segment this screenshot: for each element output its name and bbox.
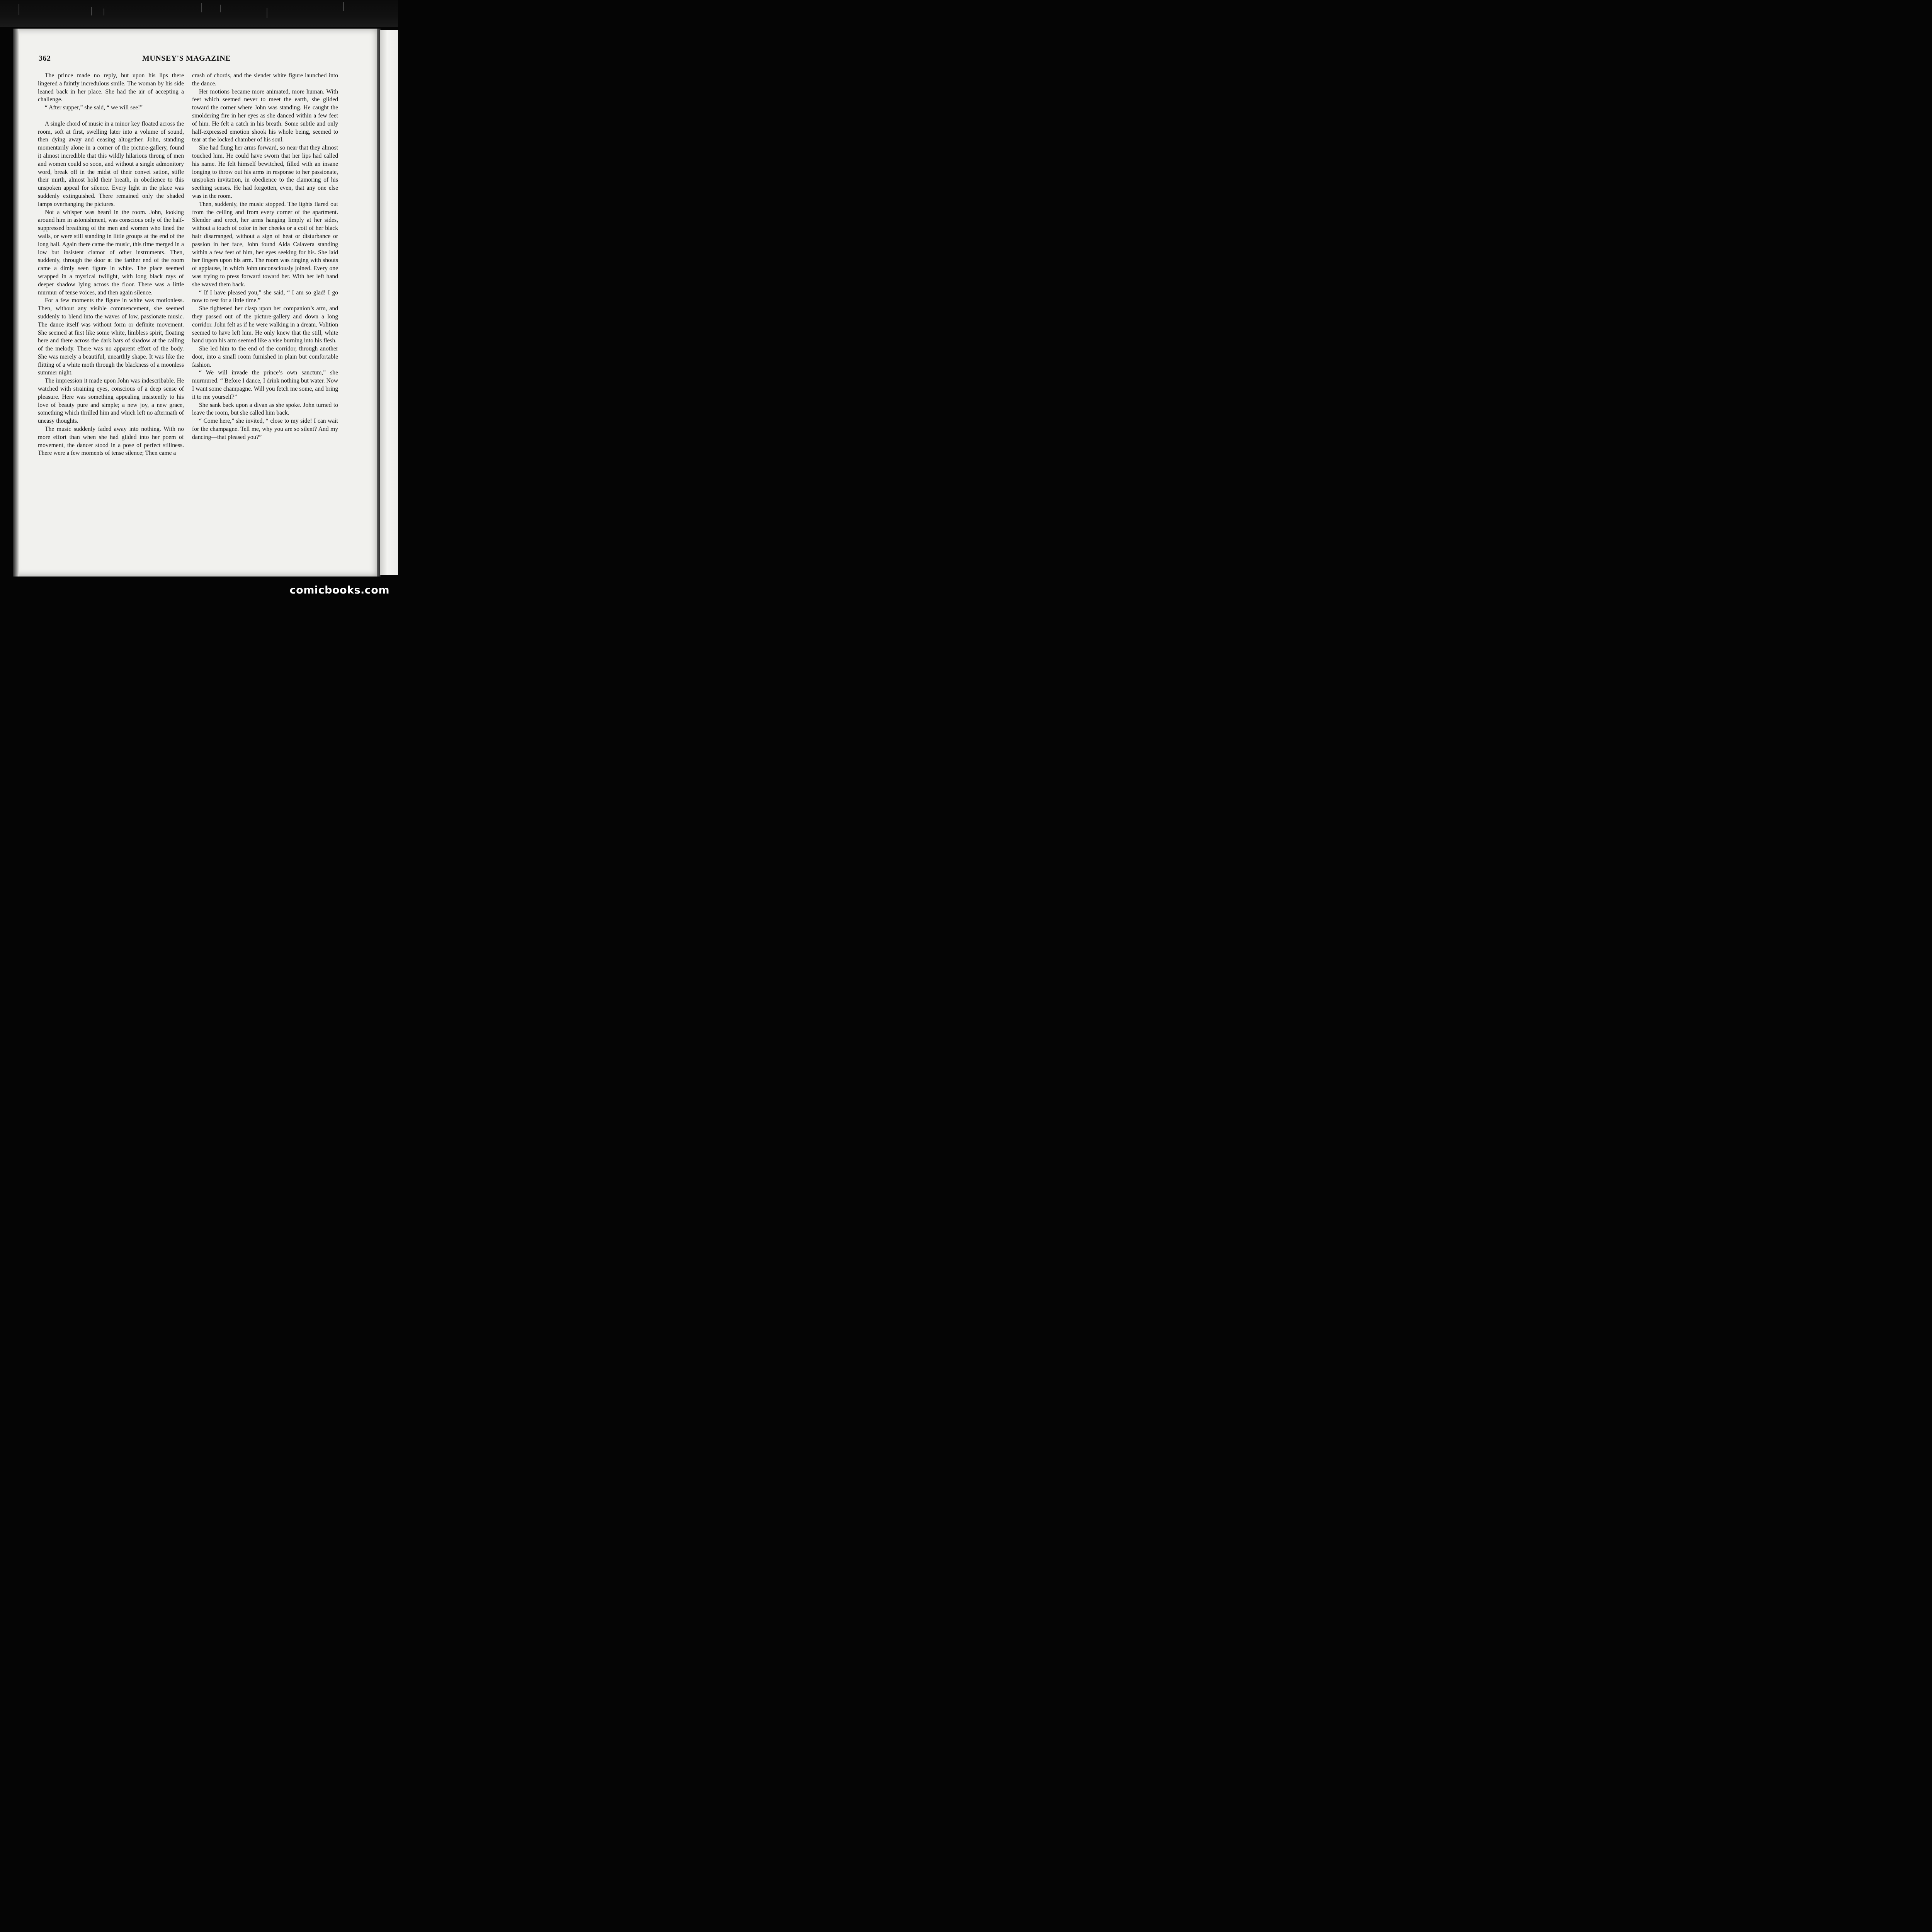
film-scratch-mark: [91, 7, 92, 15]
paragraph: She tightened her clasp upon her companion’s arm, and they passed out of the picture-gallery and down a long corridor. John felt as if he were walking in a dream. Volition seemed to have left him. He only knew that the still, white hand upon his arm seemed like a vise burning into his flesh.: [192, 305, 338, 344]
paragraph: A single chord of music in a minor key floated across the room, soft at first, swelling later into a volume of sound, then dying away and ceasing altogether. John, standing momentarily alone in a corner of the picture-gallery, found it almost incredible that this wildly hilarious throng of men and women could so soon, and without a single admonitory word, break off in the midst of their convei sation, stifle their mirth, almost hold their breath, in obedience to this unspoken appeal for silence. Every light in the place was suddenly extinguished. There remained only the shaded lamps overhanging the pictures.: [38, 120, 184, 207]
film-scratch-mark: [201, 3, 202, 12]
paragraph: “ Come here,” she invited, “ close to my side! I can wait for the champagne. Tell me, why you are so silent? And my dancing—that pleased you?”: [192, 418, 338, 440]
paragraph: The prince made no reply, but upon his lips there lingered a faintly incredulous smile. The woman by his side leaned back in her place. She had the air of accepting a challenge.: [38, 72, 184, 103]
adjacent-page-edge: [380, 30, 398, 575]
paragraph: Not a whisper was heard in the room. John, looking around him in astonishment, was conscious only of the half-suppressed breathing of the men and women who lined the walls, or were still standing in little groups at the end of the long hall. Again there came the music, this time merged in a low but insistent clamor of other instruments. Then, suddenly, through the door at the farther end of the room came a dimly seen figure in white. The place seemed wrapped in a mystical twilight, with long black rays of deeper shadow lying across the floor. There was a little murmur of tense voices, and then again silence.: [38, 209, 184, 296]
film-scratch-mark: [343, 2, 344, 11]
paragraph: For a few moments the figure in white was motionless. Then, without any visible commencement, she seemed suddenly to blend into the waves of low, passionate music. The dance itself was without form or definite movement. She seemed at first like some white, limbless spirit, floating here and there across the dark bars of shadow at the calling of the melody. There was no apparent effort of the body. She was merely a beautiful, unearthly shape. It was like the flitting of a white moth through the blackness of a moonless summer night.: [38, 297, 184, 376]
paragraph: crash of chords, and the slender white figure launched into the dance.: [192, 72, 338, 87]
right-text-column: [192, 72, 338, 442]
paragraph: “ If I have pleased you,” she said, “ I am so glad! I go now to rest for a little time.”: [192, 289, 338, 304]
paragraph: The music suddenly faded away into nothing. With no more effort than when she had glided into her poem of movement, the dancer stood in a pose of perfect stillness. There were a few moments of tense silence; Then came a: [38, 426, 184, 457]
left-text-column: [38, 72, 184, 457]
paragraph: “ After supper,” she said, “ we will see!”: [45, 104, 143, 111]
paragraph: The impression it made upon John was indescribable. He watched with straining eyes, conscious of a deep sense of pleasure. Here was something appealing insistently to his love of beauty pure and simple; a new joy, a new grace, something which thrilled him and which left no aftermath of uneasy thoughts.: [38, 378, 184, 425]
magazine-title: MUNSEY'S MAGAZINE: [142, 54, 231, 63]
page-binding-shadow: [13, 29, 19, 577]
film-strip-top: [0, 0, 398, 27]
paragraph: “ We will invade the prince’s own sanctum,” she murmured. “ Before I dance, I drink nothing but water. Now I want some champagne. Will you fetch me some, and bring it to me yourself?”: [192, 369, 338, 400]
running-head: [39, 54, 340, 64]
film-scratch-mark: [220, 5, 221, 12]
page-number: 362: [39, 54, 51, 63]
paragraph: She had flung her arms forward, so near that they almost touched him. He could have sworn that her lips had called his name. He felt himself bewitched, filled with an insane longing to throw out his arms in response to her passionate, unspoken invitation, in obedience to the clamoring of his seething senses. He had forgotten, even, that any one else was in the room.: [192, 145, 338, 199]
source-watermark: comicbooks.com: [289, 584, 389, 596]
paragraph: Then, suddenly, the music stopped. The lights flared out from the ceiling and from every corner of the apartment. Slender and erect, her arms hanging limply at her sides, without a touch of color in her cheeks or a coil of her black hair disarranged, without a sign of heat or disturbance or passion in her face, John found Aida Calavera standing within a few feet of him, her eyes seeking for his. She laid her fingers upon his arm. The room was ringing with shouts of applause, in which John unconsciously joined. Every one was trying to press forward toward her. With her left hand she waved them back.: [192, 201, 338, 288]
paragraph: She sank back upon a divan as she spoke. John turned to leave the room, but she called him back.: [192, 401, 338, 417]
paragraph: Her motions became more animated, more human. With feet which seemed never to meet the earth, she glided toward the corner where John was standing. He caught the smoldering fire in her eyes as she danced within a few feet of him. He felt a catch in his breath. Some subtle and only half-expressed emotion shook his whole being, seemed to tear at the locked chamber of his soul.: [192, 88, 338, 143]
paragraph: She led him to the end of the corridor, through another door, into a small room furnished in plain but comfortable fashion.: [192, 345, 338, 368]
